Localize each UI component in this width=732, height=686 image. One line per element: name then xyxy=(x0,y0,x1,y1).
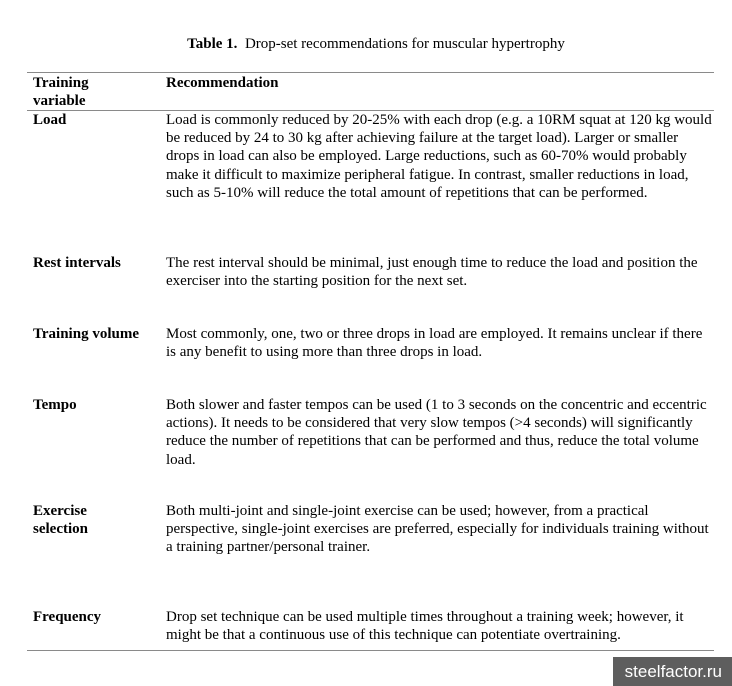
row-variable-training-volume: Training volume xyxy=(33,326,139,342)
row-recommendation-load: Load is commonly reduced by 20-25% with each drop (e.g. a 10RM squat at 120 kg would be reduced by 24 to 30 kg after achieving failure at the target load). Larger or smaller drops in load can also be employed. Large reductions, such as 60-70% would probably make it difficult to maximize peripheral fatigue. In contrast, smaller reductions in load, such as 5-10% will reduce the total amount of repetitions that can be performed. xyxy=(166,112,712,201)
row-recommendation-exercise-selection: Both multi-joint and single-joint exercise can be used; however, from a practical perspective, single-joint exercises are preferred, especially for individuals training without a training partner/personal trainer. xyxy=(166,503,709,556)
row-variable-exercise-selection: Exercise selection xyxy=(33,503,88,537)
row-variable-tempo: Tempo xyxy=(33,397,77,413)
row-variable-load: Load xyxy=(33,112,67,128)
row-recommendation-tempo: Both slower and faster tempos can be used (1 to 3 seconds on the concentric and eccentric actions). It needs to be considered that very slow tempos (>4 seconds) will significantly reduce the number of repetitions that can be performed and thus, reduce the total volume load. xyxy=(166,397,707,468)
row-variable-rest-intervals: Rest intervals xyxy=(33,255,121,271)
watermark-badge: steelfactor.ru xyxy=(613,657,732,686)
row-variable-frequency: Frequency xyxy=(33,609,102,625)
row-recommendation-training-volume: Most commonly, one, two or three drops in load are employed. It remains unclear if there is any benefit to using more than three drops in load. xyxy=(166,326,703,361)
table-caption-label: Table 1. xyxy=(187,36,238,52)
table-top-rule xyxy=(27,72,714,73)
row-recommendation-rest-intervals: The rest interval should be minimal, just enough time to reduce the load and position the exerciser into the starting position for the next set. xyxy=(166,255,698,290)
table-caption xyxy=(0,35,732,53)
header-training-variable: Training variable xyxy=(33,75,89,109)
row-recommendation-frequency: Drop set technique can be used multiple times throughout a training week; however, it might be that a continuous use of this technique can potentiate overtraining. xyxy=(166,609,684,644)
table-bottom-rule xyxy=(27,650,714,651)
table-caption-text: Drop-set recommendations for muscular hypertrophy xyxy=(244,36,565,52)
header-recommendation: Recommendation xyxy=(166,75,279,91)
